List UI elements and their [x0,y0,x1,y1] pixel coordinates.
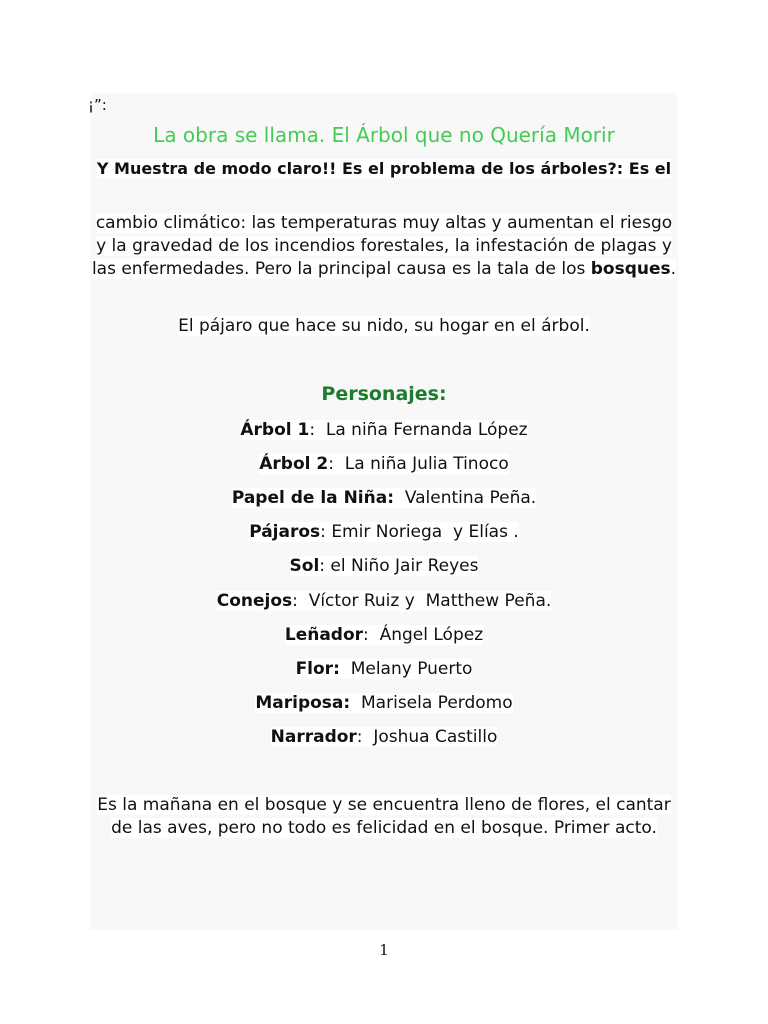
cast-row [90,521,678,543]
cast-separator [340,659,351,679]
intro-paragraph [90,212,678,281]
cast-heading: Personajes: [321,383,447,405]
cast-row-text [217,591,552,611]
intro-paragraph-end: . [670,259,677,279]
cast-role: Sol [289,556,320,576]
cast-row [90,419,678,441]
nest-paragraph [90,315,678,338]
cast-separator [350,693,361,713]
cast-row [90,487,678,509]
cast-role: Flor: [295,659,340,679]
cast-role: Conejos [216,591,293,611]
cast-separator: : [292,591,309,611]
cast-actor: Ángel López [379,625,484,645]
cast-row-text [271,727,498,747]
cast-actor: el Niño Jair Reyes [330,556,479,576]
cast-role: Árbol 2 [259,454,329,474]
cast-actor: Valentina Peña. [404,488,537,508]
scene-paragraph-text: Es la mañana en el bosque y se encuentra lleno de flores, el cantar de las aves, pero no todo es felicidad en el bosque. Primer acto. [97,795,671,838]
cast-role: Árbol 1 [240,420,310,440]
cast-actor: Emir Noriega y Elías . [331,522,519,542]
cast-actor: La niña Fernanda López [325,420,528,440]
intro-paragraph-bold: bosques [590,259,671,279]
cast-row [90,453,678,475]
cast-actor: Víctor Ruiz y Matthew Peña. [308,591,552,611]
cast-row [90,726,678,748]
cast-row [90,692,678,714]
cast-row-text [296,659,473,679]
cast-actor: La niña Julia Tinoco [344,454,509,474]
cast-separator: : [319,556,331,576]
cast-role: Pájaros [249,522,321,542]
cast-actor: Marisela Perdomo [361,693,513,713]
cast-row-text [240,420,527,440]
cast-separator [394,488,405,508]
cast-row-text [232,488,536,508]
document-title: La obra se llama. El Árbol que no Quería Morir [153,123,615,147]
cast-row [90,555,678,577]
cast-actor: Melany Puerto [350,659,473,679]
cast-row [90,658,678,680]
scene-paragraph [90,794,678,840]
cast-separator: : [363,625,380,645]
cast-role: Papel de la Niña: [231,488,394,508]
subtitle-text: Y Muestra de modo claro!! Es el problema de los árboles?: Es el [96,159,672,178]
nest-paragraph-text: El pájaro que hace su nido, su hogar en el árbol. [178,316,590,336]
cast-row-text [249,522,519,542]
lead-mark: ¡”: [88,96,107,114]
cast-separator: : [320,522,332,542]
cast-row [90,624,678,646]
cast-role: Leñador [284,625,364,645]
cast-separator: : [328,454,345,474]
cast-actor: Joshua Castillo [373,727,498,747]
page-number: 1 [379,941,389,959]
cast-separator: : [356,727,374,747]
cast-row-text [259,454,508,474]
cast-row-text [255,693,512,713]
cast-row-text [290,556,479,576]
document-subtitle [90,158,678,179]
cast-separator: : [309,420,326,440]
cast-row [90,590,678,612]
cast-row-text [285,625,483,645]
cast-role: Narrador [270,727,357,747]
cast-role: Mariposa: [255,693,351,713]
intro-paragraph-text: cambio climático: las temperaturas muy altas y aumentan el riesgo y la gravedad de los incendios forestales, la infestación de plagas y las enfermedades. Pero la principal causa es la tala de los [91,213,673,279]
